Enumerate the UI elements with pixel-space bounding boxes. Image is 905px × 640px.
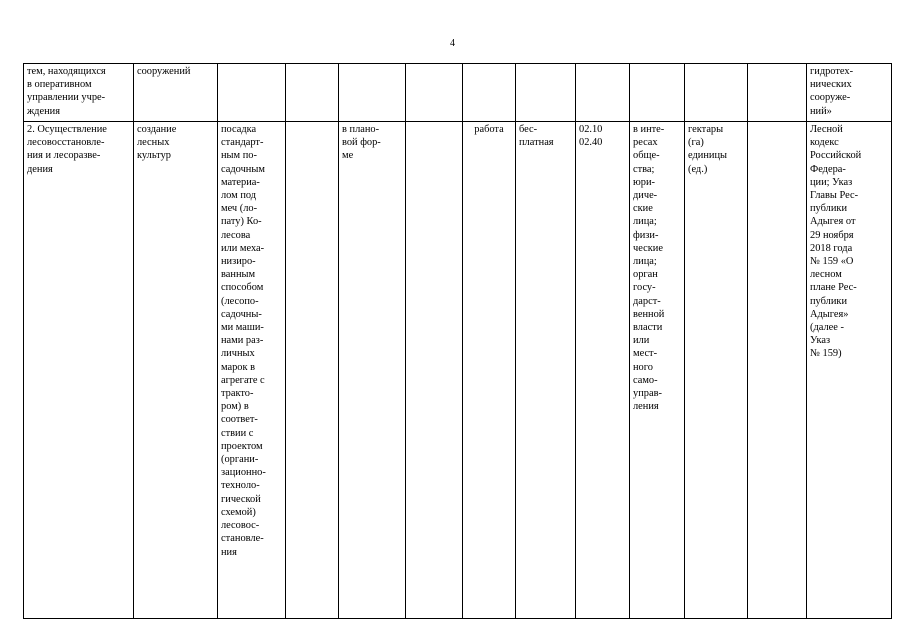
cell-text: посадка стандарт- ным по- садочным материа- лом под меч (ло- пату) Ко- лесова или меха- низиро- ванным способом (лесопо- садочны- ми маши- нами раз- личных марок в агрегате с тракто- ром) в соответ- ствии с проектом (органи- зационно- техноло- гической схемой) лесовос- становле- ния — [221, 124, 266, 558]
table-cell — [576, 122, 630, 619]
table-cell — [516, 64, 576, 122]
cell-text: гектары (га) единицы (ед.) — [688, 124, 727, 175]
page-number: 4 — [450, 38, 455, 49]
table-cell — [24, 122, 134, 619]
table-cell — [748, 64, 807, 122]
cell-text: 02.10 02.40 — [579, 124, 603, 149]
table-cell — [134, 64, 218, 122]
cell-text: в плано- вой фор- ме — [342, 124, 381, 162]
cell-text: гидротех- нических сооруже- ний» — [810, 66, 854, 117]
table-cell — [286, 64, 339, 122]
table-cell — [685, 64, 748, 122]
table-cell — [748, 122, 807, 619]
table-cell — [630, 122, 685, 619]
table-cell — [218, 122, 286, 619]
services-table — [23, 63, 892, 619]
cell-text: Лесной кодекс Российской Федера- ции; Указ Главы Рес- публики Адыгея от 29 ноября 2018 года № 159 «О лесном плане Рес- публики Адыгея» (далее - Указ № 159) — [810, 124, 862, 360]
table-cell — [406, 64, 463, 122]
table-cell — [630, 64, 685, 122]
table-cell — [685, 122, 748, 619]
table-cell — [134, 122, 218, 619]
cell-text: работа — [474, 124, 504, 135]
table-cell — [516, 122, 576, 619]
table-cell — [463, 64, 516, 122]
cell-text: в инте- ресах обще- ства; юри- диче- ские лица; физи- ческие лица; орган госу- дарст- венной власти или мест- ного само- управ- ления — [633, 124, 665, 413]
table-cell — [286, 122, 339, 619]
cell-text: создание лесных культур — [137, 124, 177, 162]
cell-text: сооружений — [137, 66, 191, 77]
table-row — [24, 64, 892, 122]
table-cell — [576, 64, 630, 122]
table-cell — [406, 122, 463, 619]
cell-text: бес- платная — [519, 124, 554, 149]
cell-text: 2. Осуществление лесовосстановле- ния и лесоразве- дения — [27, 124, 107, 175]
table-cell — [463, 122, 516, 619]
table-cell — [218, 64, 286, 122]
table-cell — [807, 64, 892, 122]
cell-text: тем, находящихся в оперативном управлении учре- ждения — [27, 66, 106, 117]
table-row — [24, 122, 892, 619]
table-cell — [807, 122, 892, 619]
table-cell — [24, 64, 134, 122]
table-cell — [339, 122, 406, 619]
table-cell — [339, 64, 406, 122]
